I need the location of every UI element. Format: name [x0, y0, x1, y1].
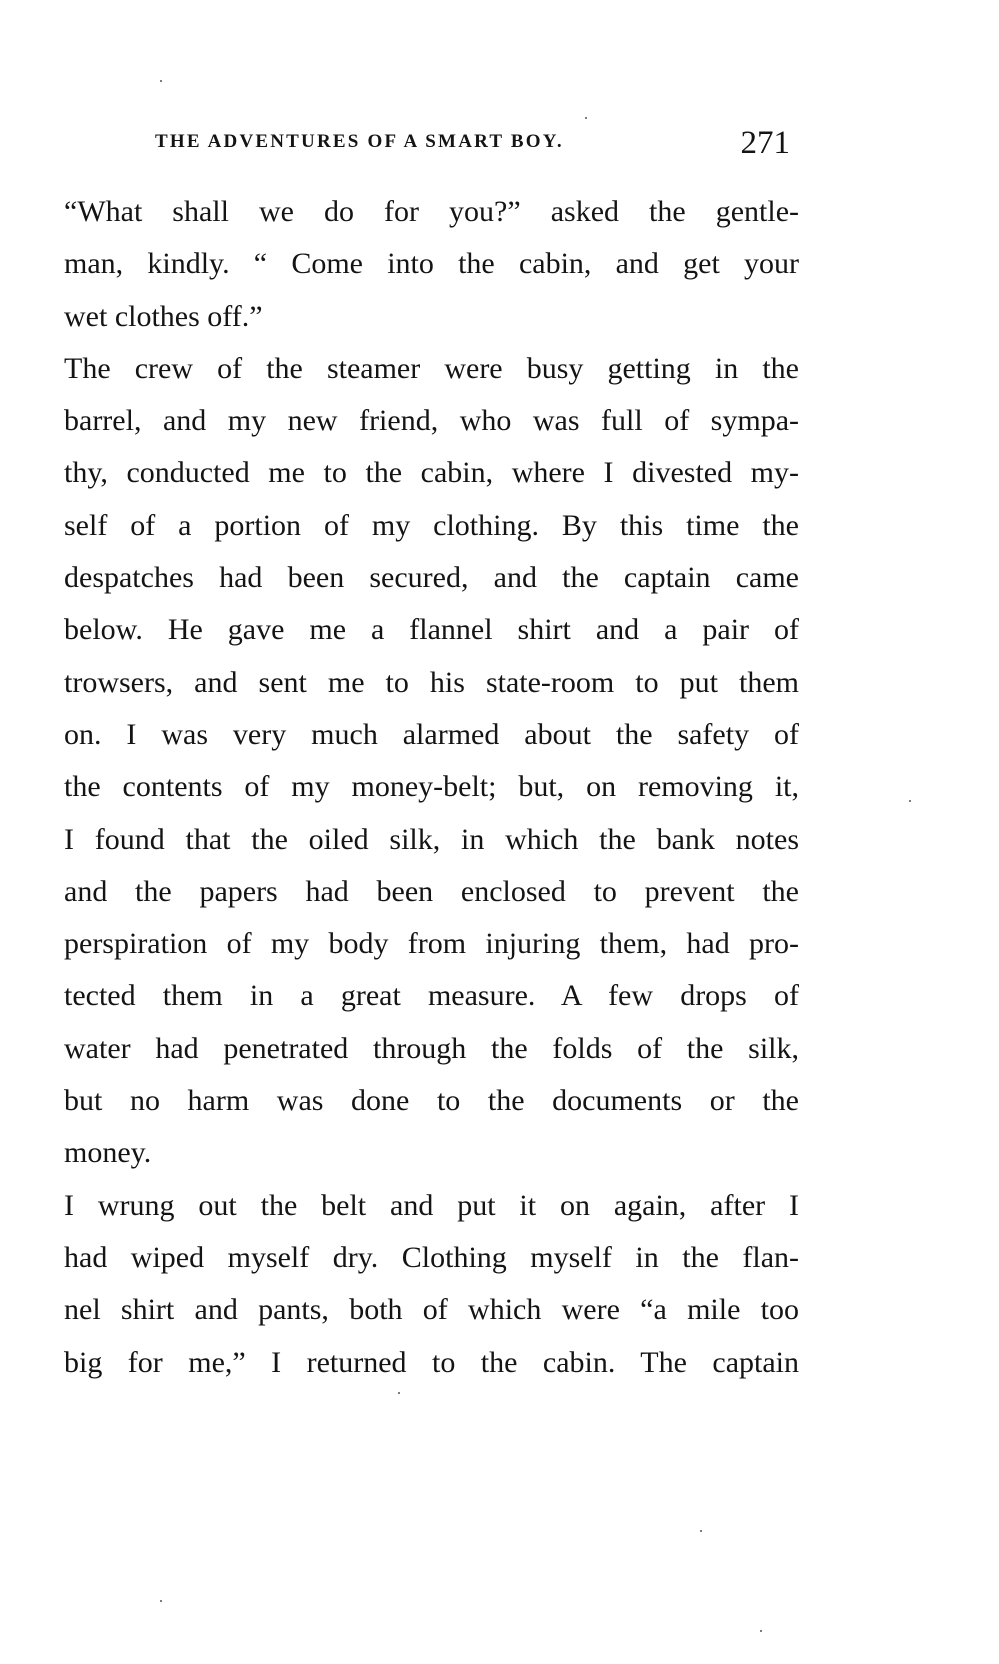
- body-text: [64, 186, 799, 1389]
- text-line: The crew of the steamer were busy getting in the: [64, 351, 799, 385]
- text-line: barrel, and my new friend, who was full of sympa-: [64, 404, 799, 438]
- paper-speck: [909, 800, 911, 802]
- text-line: below. He gave me a flannel shirt and a pair of: [64, 613, 799, 647]
- text-line: thy, conducted me to the cabin, where I divested my-: [64, 456, 799, 490]
- paper-speck: [760, 1630, 762, 1632]
- text-line: but no harm was done to the documents or the: [64, 1084, 799, 1118]
- text-line: tected them in a great measure. A few drops of: [64, 979, 799, 1013]
- paper-speck: [160, 1600, 162, 1602]
- text-line: money.: [64, 1136, 152, 1170]
- text-line: despatches had been secured, and the captain came: [64, 561, 799, 595]
- paper-speck: [398, 1392, 400, 1394]
- text-line: trowsers, and sent me to his state-room to put them: [64, 665, 799, 699]
- running-title: THE ADVENTURES OF A SMART BOY.: [155, 131, 564, 152]
- text-line: had wiped myself dry. Clothing myself in the flan-: [64, 1240, 799, 1274]
- text-line: water had penetrated through the folds of the silk,: [64, 1031, 799, 1065]
- text-line: on. I was very much alarmed about the safety of: [64, 717, 799, 751]
- paper-speck: [585, 117, 587, 119]
- text-line: “What shall we do for you?” asked the gentle-: [64, 195, 799, 228]
- paper-speck: [700, 1530, 702, 1532]
- text-line: perspiration of my body from injuring them, had pro-: [64, 927, 799, 961]
- text-line: big for me,” I returned to the cabin. The captain: [64, 1345, 799, 1379]
- running-header: [155, 125, 790, 165]
- text-line: I found that the oiled silk, in which the bank notes: [64, 822, 799, 856]
- text-line: wet clothes off.”: [64, 299, 263, 333]
- paper-speck: [160, 80, 162, 82]
- text-line: nel shirt and pants, both of which were “a mile too: [64, 1293, 799, 1327]
- text-line: man, kindly. “ Come into the cabin, and get your: [64, 247, 799, 281]
- text-line: I wrung out the belt and put it on again, after I: [64, 1188, 799, 1222]
- text-line: the contents of my money-belt; but, on removing it,: [64, 770, 799, 804]
- page-number: 271: [740, 125, 790, 161]
- text-line: and the papers had been enclosed to prevent the: [64, 874, 799, 908]
- text-line: self of a portion of my clothing. By this time the: [64, 508, 799, 542]
